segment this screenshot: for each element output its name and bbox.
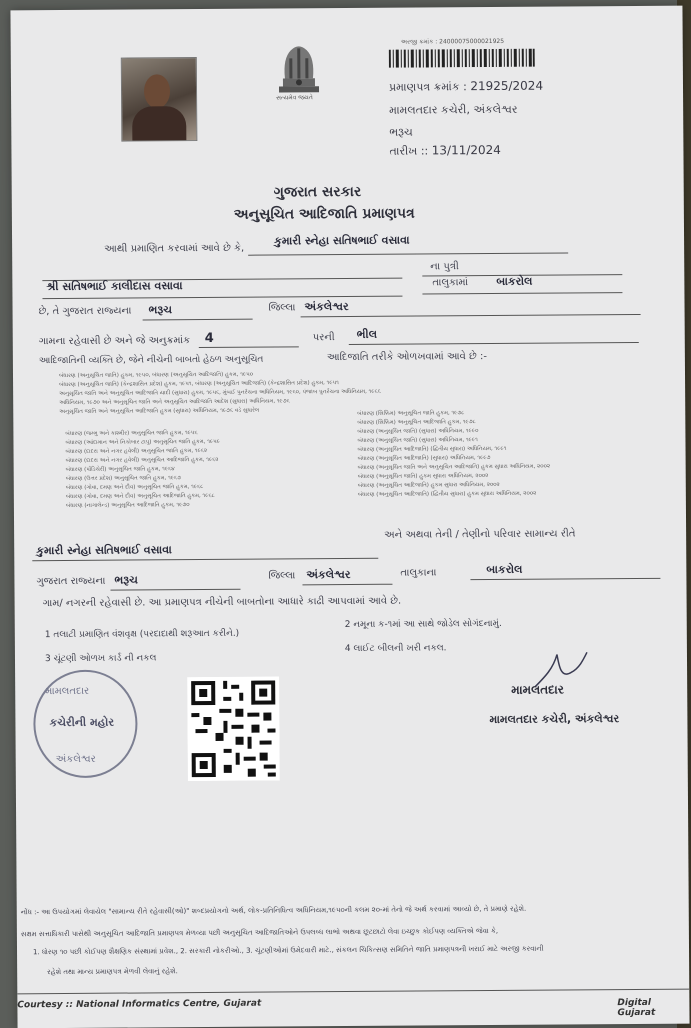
footer-line: સક્ષમ સત્તાધિકારી પાસેથી અનુસૂચિત આદિજાતિ પ્રમાણપત્ર મેળવ્યા પછી અનુસૂચિત આદિજાતિઓને ઉપલબ્ધ લાભો અથવા છૂટછાટો લેવા ઇચ્છુક કોઈપણ વ્યક્તિએ જેવા કે, — [20, 926, 499, 939]
taluka-label: તાલુકામાં — [432, 277, 469, 289]
order-line: બંધારણ (અનુસૂચિત જાતિ) (કેન્દ્રશાસિત પ્રદેશ) હુકમ, ૧૯૫૧, બંધારણ (અનુસૂચિત આદિજાતિ) (કેન્દ્રશાસિત પ્રદેશ) હુકમ, ૧૯૫૧ — [59, 380, 339, 389]
issue-date: 13/11/2024 — [431, 142, 501, 158]
second-district-label: જિલ્લા — [268, 570, 296, 582]
order-line: અનુસૂચિત જાતિ અને અનુસૂચિત આદિજાતિ હુકમ (સુધારા) અધિનિયમ, ૧૯૭૬ વડે સુધારેલ — [59, 407, 260, 416]
seal-bottom-text: અંકલેશ્વર — [55, 753, 96, 766]
recognised-text: આદિજાતિ તરીકે ઓળખવામાં આવે છે :- — [326, 351, 487, 364]
order-item: બંધારણ (અનુસૂચિત આદિજાતિ) (દ્વિતીય સુધારા) અધિનિયમ, ૧૯૯૧ — [357, 445, 507, 453]
resident-text: ગામના રહેવાસી છે અને જે અનુક્રમાંક — [38, 335, 191, 348]
order-item: બંધારણ (અનુસૂચિત જાતિ અને અનુસૂચિત આદિજાતિ) હુકમ સુધારા અધિનિયમ, ૨૦૦૨ — [357, 463, 551, 471]
order-item: બંધારણ (સિક્કિમ) અનુસૂચિત આદિજાતિ હુકમ, ૧૯૭૮ — [357, 419, 476, 426]
serial-number: 4 — [204, 330, 214, 347]
order-item: બંધારણ (અનુસૂચિત આદિજાતિ) હુકમ સુધારા અધિનિયમ, ૨૦૦૨ — [357, 481, 500, 489]
order-item: બંધારણ (જમ્મુ અને કાશ્મીર) અનુસૂચિત જાતિ હુકમ, ૧૯૫૬ — [65, 430, 198, 437]
national-emblem-icon — [269, 38, 329, 100]
applicant-name: કુમારી સ્નેહા સતિષભાઈ વસાવા — [274, 233, 410, 248]
order-item: બંધારણ (ગોવા, દમણ અને દીવ) અનુસૂચિત જાતિ હુકમ, ૧૯૬૮ — [65, 484, 204, 491]
certificate-page — [10, 6, 689, 1028]
document-item: 4 લાઈટ બીલની ખરી નકલ. — [344, 643, 447, 655]
issue-date-label: તારીખ — [389, 144, 418, 158]
emblem-caption: સત્યમેવ જયતે — [276, 94, 313, 102]
order-item: બંધારણ (પોંડિચેરી) અનુસૂચિત જાતિ હુકમ, ૧૯૬૪ — [65, 466, 175, 473]
taluka-name: અંકલેશ્વર — [304, 300, 349, 314]
barcode — [389, 41, 535, 68]
certificate-number: 21925/2024 — [470, 78, 544, 94]
relation-text: ના પુત્રી — [430, 261, 459, 273]
document-item: 3 ચૂંટણી ઓળખ કાર્ડ ની નકલ — [44, 653, 157, 665]
district-name: ભરૂચ — [148, 303, 173, 317]
parent-name: શ્રી સતિષભાઈ કાલીદાસ વસાવા — [46, 279, 183, 294]
order-item: બંધારણ (અનુસૂચિત જાતિ) (સુધારા) અધિનિયમ, ૧૯૯૦ — [357, 428, 479, 435]
order-item: બંધારણ (નાગાલેન્ડ) અનુસૂચિત આદિજાતિ હુકમ, ૧૯૭૦ — [65, 502, 190, 509]
orders-intro — [59, 370, 381, 417]
footer-line: રહેશે તથા માન્ય પ્રમાણપત્ર મેળવી લેવાનું રહેશે. — [47, 967, 178, 977]
order-item: બંધારણ (અનુસૂચિત આદિજાતિ) (દ્વિતીય સુધારા) હુકમ સુધારા અધિનિયમ, ૨૦૦૨ — [357, 490, 537, 498]
document-item: 2 નમૂના ક-૧માં આ સાથે જોડેલ સોગંદનામું. — [344, 618, 502, 631]
order-item: બંધારણ (આંદામાન અને નિકોબાર ટાપુ) અનુસૂચિત જાતિ હુકમ, ૧૯૫૯ — [65, 438, 221, 446]
state-text: છે, તે ગુજરાત રાજ્યના — [38, 305, 132, 318]
issuing-office: મામલતદાર કચેરી, અંકલેશ્વર — [389, 102, 518, 117]
district-label: જિલ્લા — [268, 302, 296, 314]
issue-date-row: તારીખ :: 13/11/2024 — [389, 142, 501, 158]
digital-gujarat-credit: Digital Gujarat — [617, 997, 656, 1019]
second-district-name: ભરૂચ — [114, 573, 138, 587]
order-item: બંધારણ (સિક્કિમ) અનુસૂચિત જાતિ હુકમ, ૧૯૭૮ — [357, 410, 465, 417]
signatory-title: મામલતદાર — [511, 682, 565, 697]
orders-left-column — [65, 429, 220, 511]
order-item: બંધારણ (દાદરા અને નગર હવેલી) અનુસૂચિત જાતિ હુકમ, ૧૯૬૨ — [65, 447, 208, 455]
certificate-number-label: પ્રમાણપત્ર ક્રમાંક — [388, 80, 460, 94]
order-item: બંધારણ (દાદરા અને નગર હવેલી) અનુસૂચિત આદિજાતિ હુકમ, ૧૯૬૨ — [65, 456, 219, 464]
order-item: બંધારણ (ઉત્તર પ્રદેશ) અનુસૂચિત જાતિ હુકમ, ૧૯૬૭ — [65, 475, 181, 482]
order-line: બંધારણ (અનુસૂચિત જાતિ) હુકમ, ૧૯૫૦, બંધારણ (અનુસૂચિત આદિજાતિ) હુકમ, ૧૯૫૦ — [58, 371, 254, 380]
order-line: અધિનિયમ, ૧૯૭૦ અને અનુસૂચિત જાતિ અને અનુસૂચિત આદિજાતિ આદેશ (સુધારા) અધિનિયમ, ૧૯૭૬ — [59, 398, 290, 407]
recognised-prefix: આદિજાતિની વ્યક્તિ છે, જેને નીચેની બાબતો હેઠળ અનુસૂચિત — [38, 354, 264, 367]
applicant-photo — [121, 57, 198, 142]
certificate-number-row: પ્રમાણપત્ર ક્રમાંક : 21925/2024 — [388, 78, 544, 94]
order-item: બંધારણ (અનુસૂચિત જાતિ) હુકમ સુધારા અધિનિયમ, ૨૦૦૨ — [357, 473, 489, 480]
village-name: બાકરોલ — [496, 274, 533, 288]
signatory-office: મામલતદાર કચેરી, અંકલેશ્વર — [489, 712, 620, 727]
order-line: અનુસૂચિત જાતિ અને અનુસૂચિત આદિજાતિ યાદી (સુધારા) હુકમ, ૧૯૫૬, મુંબઈ પુનર્રચના અધિનિયમ, ૧૯૬૦, પંજાબ પુનર્રચના અધિનિયમ, ૧૯૬૬ — [59, 388, 381, 398]
footer-line: 1. ધોરણ ૧૦ પછી કોઈપણ શૈક્ષણિક સંસ્થામાં પ્રવેશ., 2. સરકારી નોકરીઓ., 3. ચૂંટણીઓમાં ઉમેદવારી માટે., સંકલન ચિકિત્સણ સમિતિને જાતિ પ્રમાણપત્રની ખરાઈ માટે અરજી કરવાની — [33, 944, 544, 957]
second-applicant-name: કુમારી સ્નેહા સતિષભાઈ વસાવા — [36, 543, 172, 558]
caste-name: ભીલ — [356, 327, 378, 341]
seal-top-text: મામલતદાર — [45, 685, 90, 698]
second-state-text: ગુજરાત રાજ્યના — [36, 575, 106, 588]
certificate-title: અનુસૂચિત આદિજાતિ પ્રમાણપત્ર — [233, 205, 415, 223]
order-item: બંધારણ (ગોવા, દમણ અને દીવ) અનુસૂચિત આદિજાતિ હુકમ, ૧૯૬૮ — [65, 492, 215, 500]
application-number: અરજી ક્રમાંક : 24000075000021925 — [400, 37, 505, 46]
footer-note: નોંધ :- આ ઉપયોગમાં લેવાયેલ "સામાન્ય રીતે રહેવાસી(ઓ)" શબ્દપ્રયોગનો અર્થ, લોક-પ્રતિનિધિત્વ અધિનિયમ,૧૯૫૦ની કલમ ૨૦-માં તેનો જે અર્થ કરવામાં આવ્યો છે, તે પ્રમાણે રહેશે. — [20, 904, 527, 917]
second-taluka-name: અંકલેશ્વર — [306, 567, 351, 582]
connector-text: અને અથવા તેની / તેણીનો પરિવાર સામાન્ય રીતે — [384, 528, 576, 541]
seal-middle-text: કચેરીની મહોર — [49, 715, 115, 730]
order-item: બંધારણ (અનુસૂચિત જાતિ) (સુધારા) અધિનિયમ, ૧૯૯૧ — [357, 437, 478, 444]
qr-code — [187, 676, 280, 781]
issuing-district: ભરૂચ — [389, 125, 413, 139]
second-taluka-label: તાલુકાના — [400, 567, 437, 579]
intro-text: આથી પ્રમાણિત કરવામાં આવે છે કે, — [104, 242, 245, 255]
orders-right-column — [357, 409, 550, 500]
caste-prefix: પરની — [312, 332, 335, 344]
second-village-name: બાકરોલ — [486, 562, 523, 577]
government-title: ગુજરાત સરકાર — [273, 183, 362, 201]
courtesy-credit: Courtesy :: National Informatics Centre, Gujarat — [17, 998, 262, 1011]
basis-text: ગામ/ નગરની રહેવાસી છે. આ પ્રમાણપત્ર નીચેની બાબતોના આધારે કાઢી આપવામાં આવે છે. — [42, 595, 402, 610]
order-item: બંધારણ (અનુસૂચિત આદિજાતિ) (સુધારા) અધિનિયમ, ૧૯૯૭ — [357, 455, 491, 462]
document-item: 1 તલાટી પ્રમાણિત વંશવૃક્ષ (પરદાદાથી શરૂઆત કરીને.) — [44, 628, 240, 641]
